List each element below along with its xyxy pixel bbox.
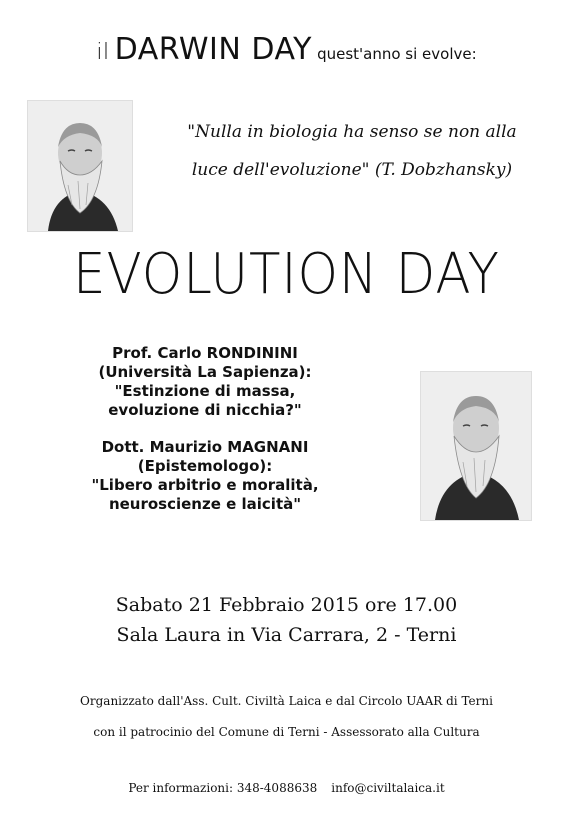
phone-info: Per informazioni: 348-4088638 <box>128 781 318 795</box>
organizers-line-2: con il patrocinio del Comune di Terni - Assessorato alla Cultura <box>93 725 480 739</box>
speaker-magnani <box>60 438 350 514</box>
talk-title-line-2: evoluzione di nicchia?" <box>108 401 302 419</box>
talk-title-line-1: "Estinzione di massa, <box>114 382 296 400</box>
talk-title-line-2: neuroscienze e laicità" <box>108 495 302 513</box>
email-link[interactable]: info@civiltalaica.it <box>331 781 445 795</box>
event-date: Sabato 21 Febbraio 2015 ore 17.00 <box>115 594 458 616</box>
darwin-portrait-top <box>27 100 133 232</box>
header-suffix: quest'anno si evolve: <box>317 45 477 63</box>
event-venue: Sala Laura in Via Carrara, 2 - Terni <box>116 624 457 646</box>
speaker-name: Dott. Maurizio MAGNANI <box>101 438 309 456</box>
contact-info <box>0 781 573 795</box>
speaker-rondinini <box>60 344 350 420</box>
event-details <box>0 590 573 650</box>
poster-header <box>0 32 573 67</box>
speakers-list <box>60 344 350 532</box>
speaker-name: Prof. Carlo RONDININI <box>112 344 298 362</box>
speaker-affiliation: (Università La Sapienza): <box>98 363 312 381</box>
organizers <box>0 686 573 748</box>
event-title: EVOLUTION DAY <box>73 242 500 307</box>
quote-line-1: "Nulla in biologia ha senso se non alla <box>187 122 517 142</box>
organizers-line-1: Organizzato dall'Ass. Cult. Civiltà Laica e dal Circolo UAAR di Terni <box>80 694 493 708</box>
darwin-portrait-bottom <box>420 371 532 521</box>
talk-title-line-1: "Libero arbitrio e moralità, <box>91 476 319 494</box>
speaker-affiliation: (Epistemologo): <box>137 457 273 475</box>
dobzhansky-quote <box>162 113 542 189</box>
quote-line-2: luce dell'evoluzione" (T. Dobzhansky) <box>191 160 513 180</box>
header-title: DARWIN DAY <box>114 32 312 67</box>
header-prefix: il <box>96 40 110 65</box>
